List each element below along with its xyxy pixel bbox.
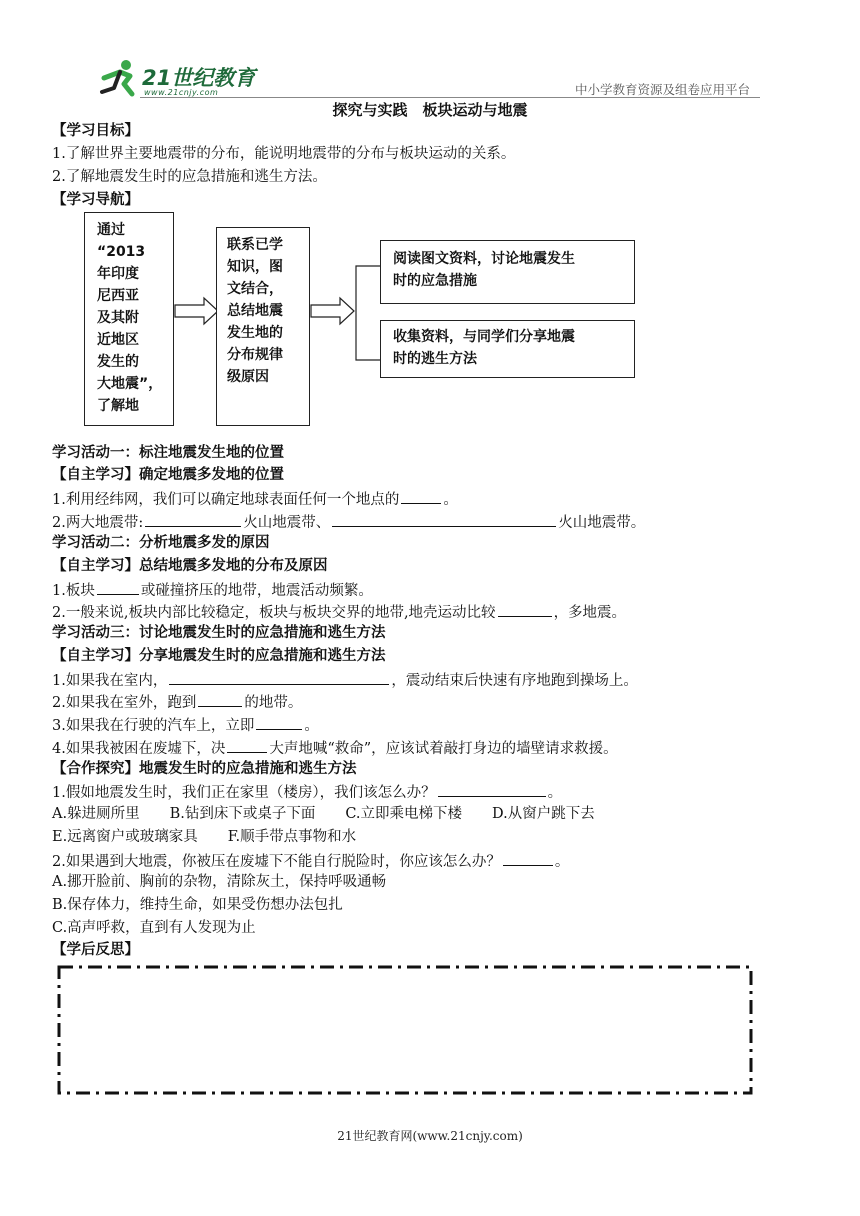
- goal-item-2: 2.了解地震发生时的应急措施和逃生方法。: [52, 169, 327, 185]
- text: 3.如果我在行驶的汽车上，立即: [52, 718, 255, 734]
- answer-blank[interactable]: [498, 600, 552, 617]
- guide-box-2-line: 总结地震: [227, 303, 283, 319]
- guide-box-1-line: 了解地: [97, 398, 139, 414]
- text: 2.如果我在室外，跑到: [52, 695, 197, 711]
- goal-item-1: 1.了解世界主要地震带的分布，能说明地震带的分布与板块运动的关系。: [52, 146, 516, 162]
- text: 火山地震带、: [243, 515, 331, 531]
- arrow-right-icon: [174, 296, 220, 326]
- guide-box-2-line: 文结合，: [227, 281, 283, 297]
- text: 2.如果遇到大地震，你被压在废墟下不能自行脱险时，你应该怎么办？: [52, 854, 501, 870]
- answer-blank[interactable]: [503, 849, 553, 866]
- answer-blank[interactable]: [332, 510, 556, 527]
- text: 的地带。: [244, 695, 303, 711]
- activity3-q4: [52, 736, 618, 760]
- guide-box-1-line: 大地震”，: [97, 376, 163, 392]
- coop-q1-options-2: [52, 826, 386, 848]
- guide-box-4: [380, 320, 635, 378]
- guide-box-3-line: 时的应急措施: [393, 273, 477, 289]
- guide-box-1-line: 及其附: [97, 310, 139, 326]
- answer-blank[interactable]: [198, 690, 242, 707]
- text: 4.如果我被困在废墟下，决: [52, 741, 226, 757]
- answer-blank[interactable]: [401, 487, 441, 504]
- coop-heading: 【合作探究】地震发生时的应急措施和逃生方法: [52, 761, 357, 777]
- guide-box-4-line: 收集资料，与同学们分享地震: [393, 329, 575, 345]
- guide-box-2-line: 知识，图: [227, 259, 283, 275]
- answer-blank[interactable]: [227, 736, 267, 753]
- text: 2.两大地震带:: [52, 515, 144, 531]
- arrow-right-icon: [310, 296, 356, 326]
- text: 2.一般来说,板块内部比较稳定，板块与板块交界的地带,地壳运动比较: [52, 605, 496, 621]
- coop-q2: [52, 849, 569, 873]
- activity1-q2: [52, 510, 645, 534]
- activity3-heading: 学习活动三：讨论地震发生时的应急措施和逃生方法: [52, 625, 386, 641]
- option-c[interactable]: C.立即乘电梯下楼: [345, 806, 463, 822]
- page-title: 探究与实践 板块运动与地震: [332, 101, 528, 119]
- answer-blank[interactable]: [438, 780, 546, 797]
- guide-box-1-line: 近地区: [97, 332, 139, 348]
- text: 或碰撞挤压的地带，地震活动频繁。: [140, 583, 373, 599]
- activity3-q1: [52, 668, 638, 692]
- text: 。: [547, 785, 563, 801]
- guide-box-2-line: 发生地的: [227, 325, 283, 341]
- option-d[interactable]: D.从窗户跳下去: [492, 806, 595, 822]
- text: 火山地震带。: [558, 515, 646, 531]
- activity3-q3: [52, 713, 319, 737]
- text: 1.利用经纬网，我们可以确定地球表面任何一个地点的: [52, 492, 400, 508]
- header-divider: [140, 97, 760, 98]
- answer-blank[interactable]: [145, 510, 241, 527]
- guide-box-2-line: 联系已学: [227, 237, 283, 253]
- guide-box-3-line: 阅读图文资料，讨论地震发生: [393, 251, 575, 267]
- activity2-q2: [52, 600, 626, 624]
- activity1-heading: 学习活动一：标注地震发生地的位置: [52, 445, 284, 461]
- coop-q1: [52, 780, 562, 804]
- activity2-heading: 学习活动二：分析地震多发的原因: [52, 535, 270, 551]
- logo: [96, 58, 266, 102]
- reflection-heading: 【学后反思】: [52, 942, 139, 958]
- answer-blank[interactable]: [97, 578, 139, 595]
- answer-blank[interactable]: [169, 668, 389, 685]
- goals-heading: 【学习目标】: [52, 123, 139, 139]
- bracket-connector: [352, 264, 382, 364]
- guide-box-4-line: 时的逃生方法: [393, 351, 477, 367]
- activity1-sub: 【自主学习】确定地震多发地的位置: [52, 467, 284, 483]
- logo-url: www.21cnjy.com: [144, 88, 219, 97]
- option-b[interactable]: B.钻到床下或桌子下面: [169, 806, 316, 822]
- text: 1.如果我在室内，: [52, 673, 168, 689]
- activity1-q1: [52, 487, 458, 511]
- guide-box-3: [380, 240, 635, 304]
- text: ，多地震。: [553, 605, 627, 621]
- guide-box-1-line: 年印度: [97, 266, 139, 282]
- option-a[interactable]: A.躲进厕所里: [52, 806, 140, 822]
- guide-box-2-line: 级原因: [227, 369, 269, 385]
- coop-q1-options: [52, 803, 625, 825]
- activity3-q2: [52, 690, 302, 714]
- coop-q2-option-a[interactable]: A.挪开脸前、胸前的杂物，清除灰土，保持呼吸通畅: [52, 874, 387, 890]
- guide-box-1-line: 尼西亚: [97, 288, 139, 304]
- guide-heading: 【学习导航】: [52, 192, 139, 208]
- coop-q2-option-b[interactable]: B.保存体力，维持生命，如果受伤想办法包扎: [52, 897, 343, 913]
- coop-q2-option-c[interactable]: C.高声呼救，直到有人发现为止: [52, 920, 256, 936]
- activity2-sub: 【自主学习】总结地震多发地的分布及原因: [52, 558, 328, 574]
- option-f[interactable]: F.顺手带点事物和水: [227, 829, 357, 845]
- guide-box-2-line: 分布规律: [227, 347, 283, 363]
- runner-logo-icon: [96, 58, 146, 98]
- option-e[interactable]: E.远离窗户或玻璃家具: [52, 829, 198, 845]
- platform-name: 中小学教育资源及组卷应用平台: [575, 82, 751, 97]
- text: 。: [554, 854, 570, 870]
- guide-box-1-line: 发生的: [97, 354, 139, 370]
- activity3-sub: 【自主学习】分享地震发生时的应急措施和逃生方法: [52, 648, 386, 664]
- guide-box-2: [216, 227, 310, 426]
- activity2-q1: [52, 578, 373, 602]
- text: 1.板块: [52, 583, 95, 599]
- text: ，震动结束后快速有序地跑到操场上。: [391, 673, 638, 689]
- guide-box-1-line: 通过: [97, 222, 125, 238]
- reflection-box[interactable]: [56, 964, 756, 1098]
- answer-blank[interactable]: [256, 713, 302, 730]
- text: 。: [304, 718, 319, 734]
- footer: 21世纪教育网(www.21cnjy.com): [337, 1129, 523, 1143]
- text: 。: [443, 492, 458, 508]
- logo-text: 21世纪教育: [142, 66, 256, 90]
- text: 大声地喊“救命”，应该试着敲打身边的墙壁请求救援。: [269, 741, 618, 757]
- text: 1.假如地震发生时，我们正在家里（楼房），我们该怎么办？: [52, 785, 436, 801]
- guide-box-1-line: “2013: [97, 244, 146, 260]
- guide-box-1: [84, 212, 174, 426]
